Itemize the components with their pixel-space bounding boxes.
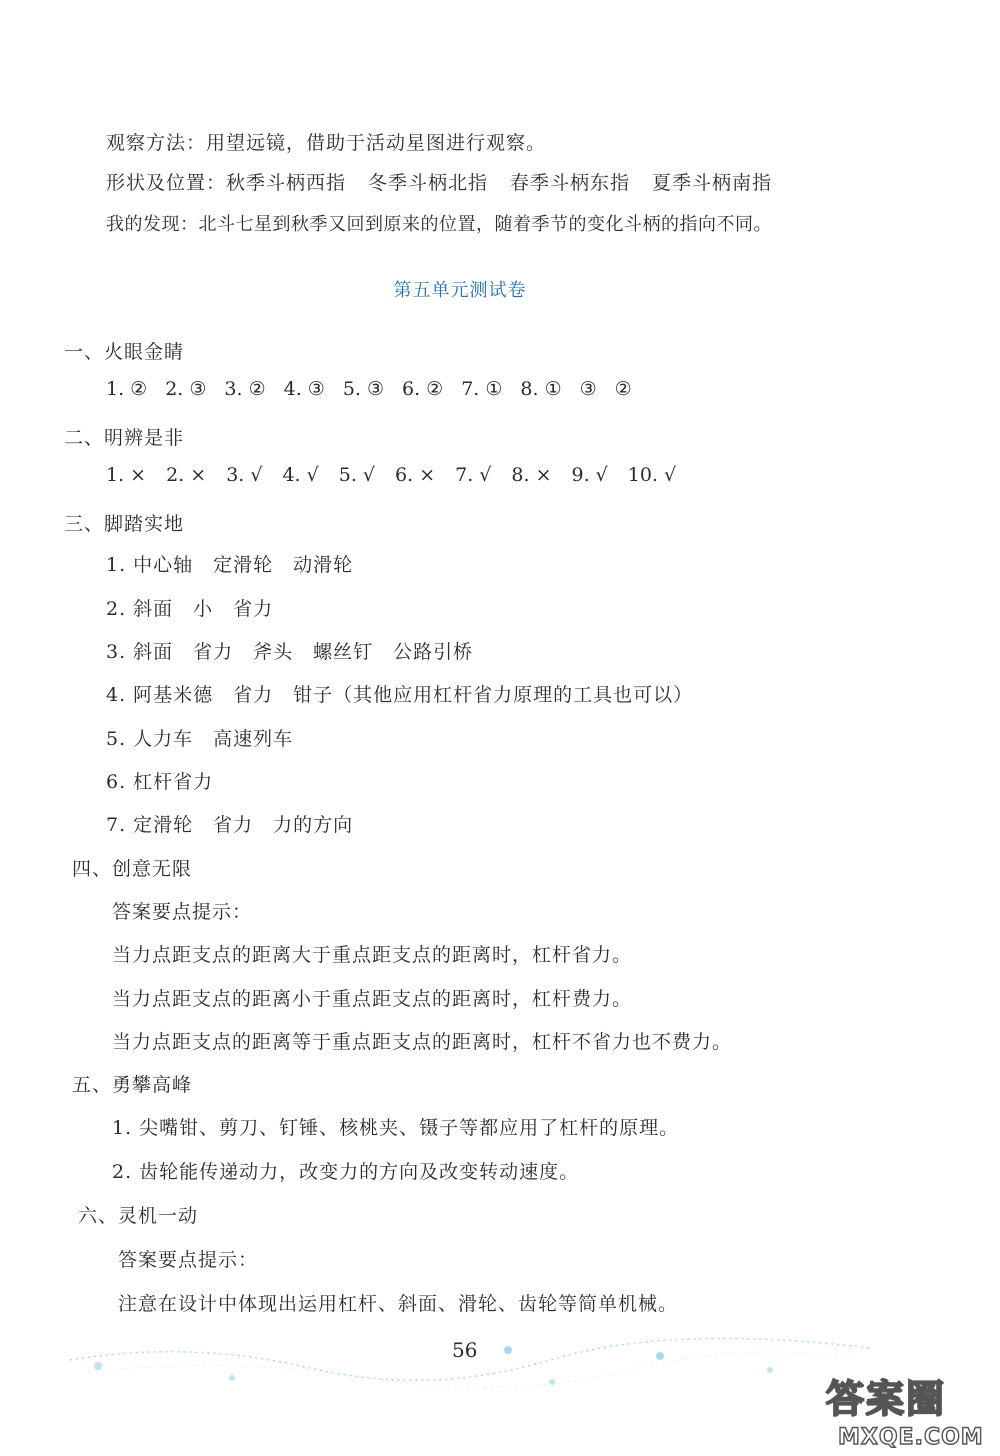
- shape-position-row: [106, 168, 772, 195]
- section-5-item: 1. 尖嘴钳、剪刀、钉锤、核桃夹、镊子等都应用了杠杆的原理。: [112, 1117, 680, 1139]
- observation-method: 观察方法：用望远镜，借助于活动星图进行观察。: [106, 132, 547, 154]
- section-3-heading: 三、脚踏实地: [64, 513, 185, 535]
- answer-item: 3. √: [226, 464, 263, 486]
- answer-item: 8. ①: [520, 378, 562, 400]
- section-4-heading: 四、创意无限: [72, 858, 193, 880]
- discovery-line: 我的发现：北斗七星到秋季又回到原来的位置，随着季节的变化斗柄的指向不同。: [106, 214, 772, 235]
- section-3-item: 3. 斜面 省力 斧头 螺丝钉 公路引桥: [106, 641, 474, 663]
- section-1-answers: [106, 378, 632, 400]
- answer-item: 7. ①: [461, 378, 503, 400]
- section-4-line: 当力点距支点的距离大于重点距支点的距离时，杠杆省力。: [112, 944, 633, 966]
- answer-item: 5. √: [338, 464, 376, 486]
- answer-item: 5. ③: [342, 378, 385, 400]
- answer-hint-label: 答案要点提示：: [112, 901, 253, 923]
- page-number: 56: [452, 1338, 478, 1362]
- section-3-item: 1. 中心轴 定滑轮 动滑轮: [106, 554, 354, 576]
- answer-item: 10. √: [627, 464, 677, 486]
- answer-item: ③: [579, 378, 597, 400]
- answer-item: 4. ③: [283, 378, 325, 400]
- answer-item: 8. ×: [511, 464, 552, 486]
- answer-item: 3. ②: [224, 378, 266, 400]
- section-3-item: 6. 杠杆省力: [106, 771, 214, 793]
- section-2-heading: 二、明辨是非: [64, 427, 185, 449]
- section-4-line: 当力点距支点的距离等于重点距支点的距离时，杠杆不省力也不费力。: [112, 1031, 733, 1053]
- section-2-answers: [106, 464, 676, 486]
- answer-item: 2. ③: [165, 378, 207, 400]
- answer-item: 2. ×: [166, 464, 207, 486]
- answer-item: 1. ②: [106, 378, 148, 400]
- section-4-line: 当力点距支点的距离小于重点距支点的距离时，杠杆费力。: [112, 988, 633, 1010]
- shape-winter: 冬季斗柄北指: [368, 172, 489, 194]
- answer-item: 6. ②: [402, 378, 444, 400]
- section-3-item: 7. 定滑轮 省力 力的方向: [106, 814, 354, 836]
- section-3-item: 5. 人力车 高速列车: [106, 728, 294, 750]
- answer-item: ②: [614, 378, 632, 400]
- page-title: 第五单元测试卷: [393, 280, 527, 301]
- section-5-heading: 五、勇攀高峰: [72, 1074, 193, 1096]
- section-1-heading: 一、火眼金睛: [64, 341, 185, 363]
- answer-item: 6. ×: [395, 464, 436, 486]
- section-6-heading: 六、灵机一动: [78, 1205, 199, 1227]
- shape-spring: 春季斗柄东指: [510, 172, 631, 194]
- section-3-item: 2. 斜面 小 省力: [106, 598, 274, 620]
- watermark-text-url: MXQE.COM: [838, 1425, 984, 1450]
- section-3-item: 4. 阿基米德 省力 钳子（其他应用杠杆省力原理的工具也可以）: [106, 684, 694, 706]
- answer-item: 9. √: [571, 464, 608, 486]
- shape-autumn: 形状及位置：秋季斗柄西指: [106, 172, 347, 194]
- answer-item: 4. √: [282, 464, 319, 486]
- section-6-line: 注意在设计中体现出运用杠杆、斜面、滑轮、齿轮等简单机械。: [118, 1293, 679, 1315]
- watermark-logo: [818, 1366, 988, 1450]
- section-5-item: 2. 齿轮能传递动力，改变力的方向及改变转动速度。: [112, 1161, 580, 1183]
- watermark-text-main: 答案圈: [826, 1377, 947, 1421]
- answer-hint-label: 答案要点提示：: [118, 1249, 259, 1271]
- shape-summer: 夏季斗柄南指: [652, 172, 773, 194]
- answer-item: 7. √: [455, 464, 492, 486]
- answer-item: 1. ×: [106, 464, 147, 486]
